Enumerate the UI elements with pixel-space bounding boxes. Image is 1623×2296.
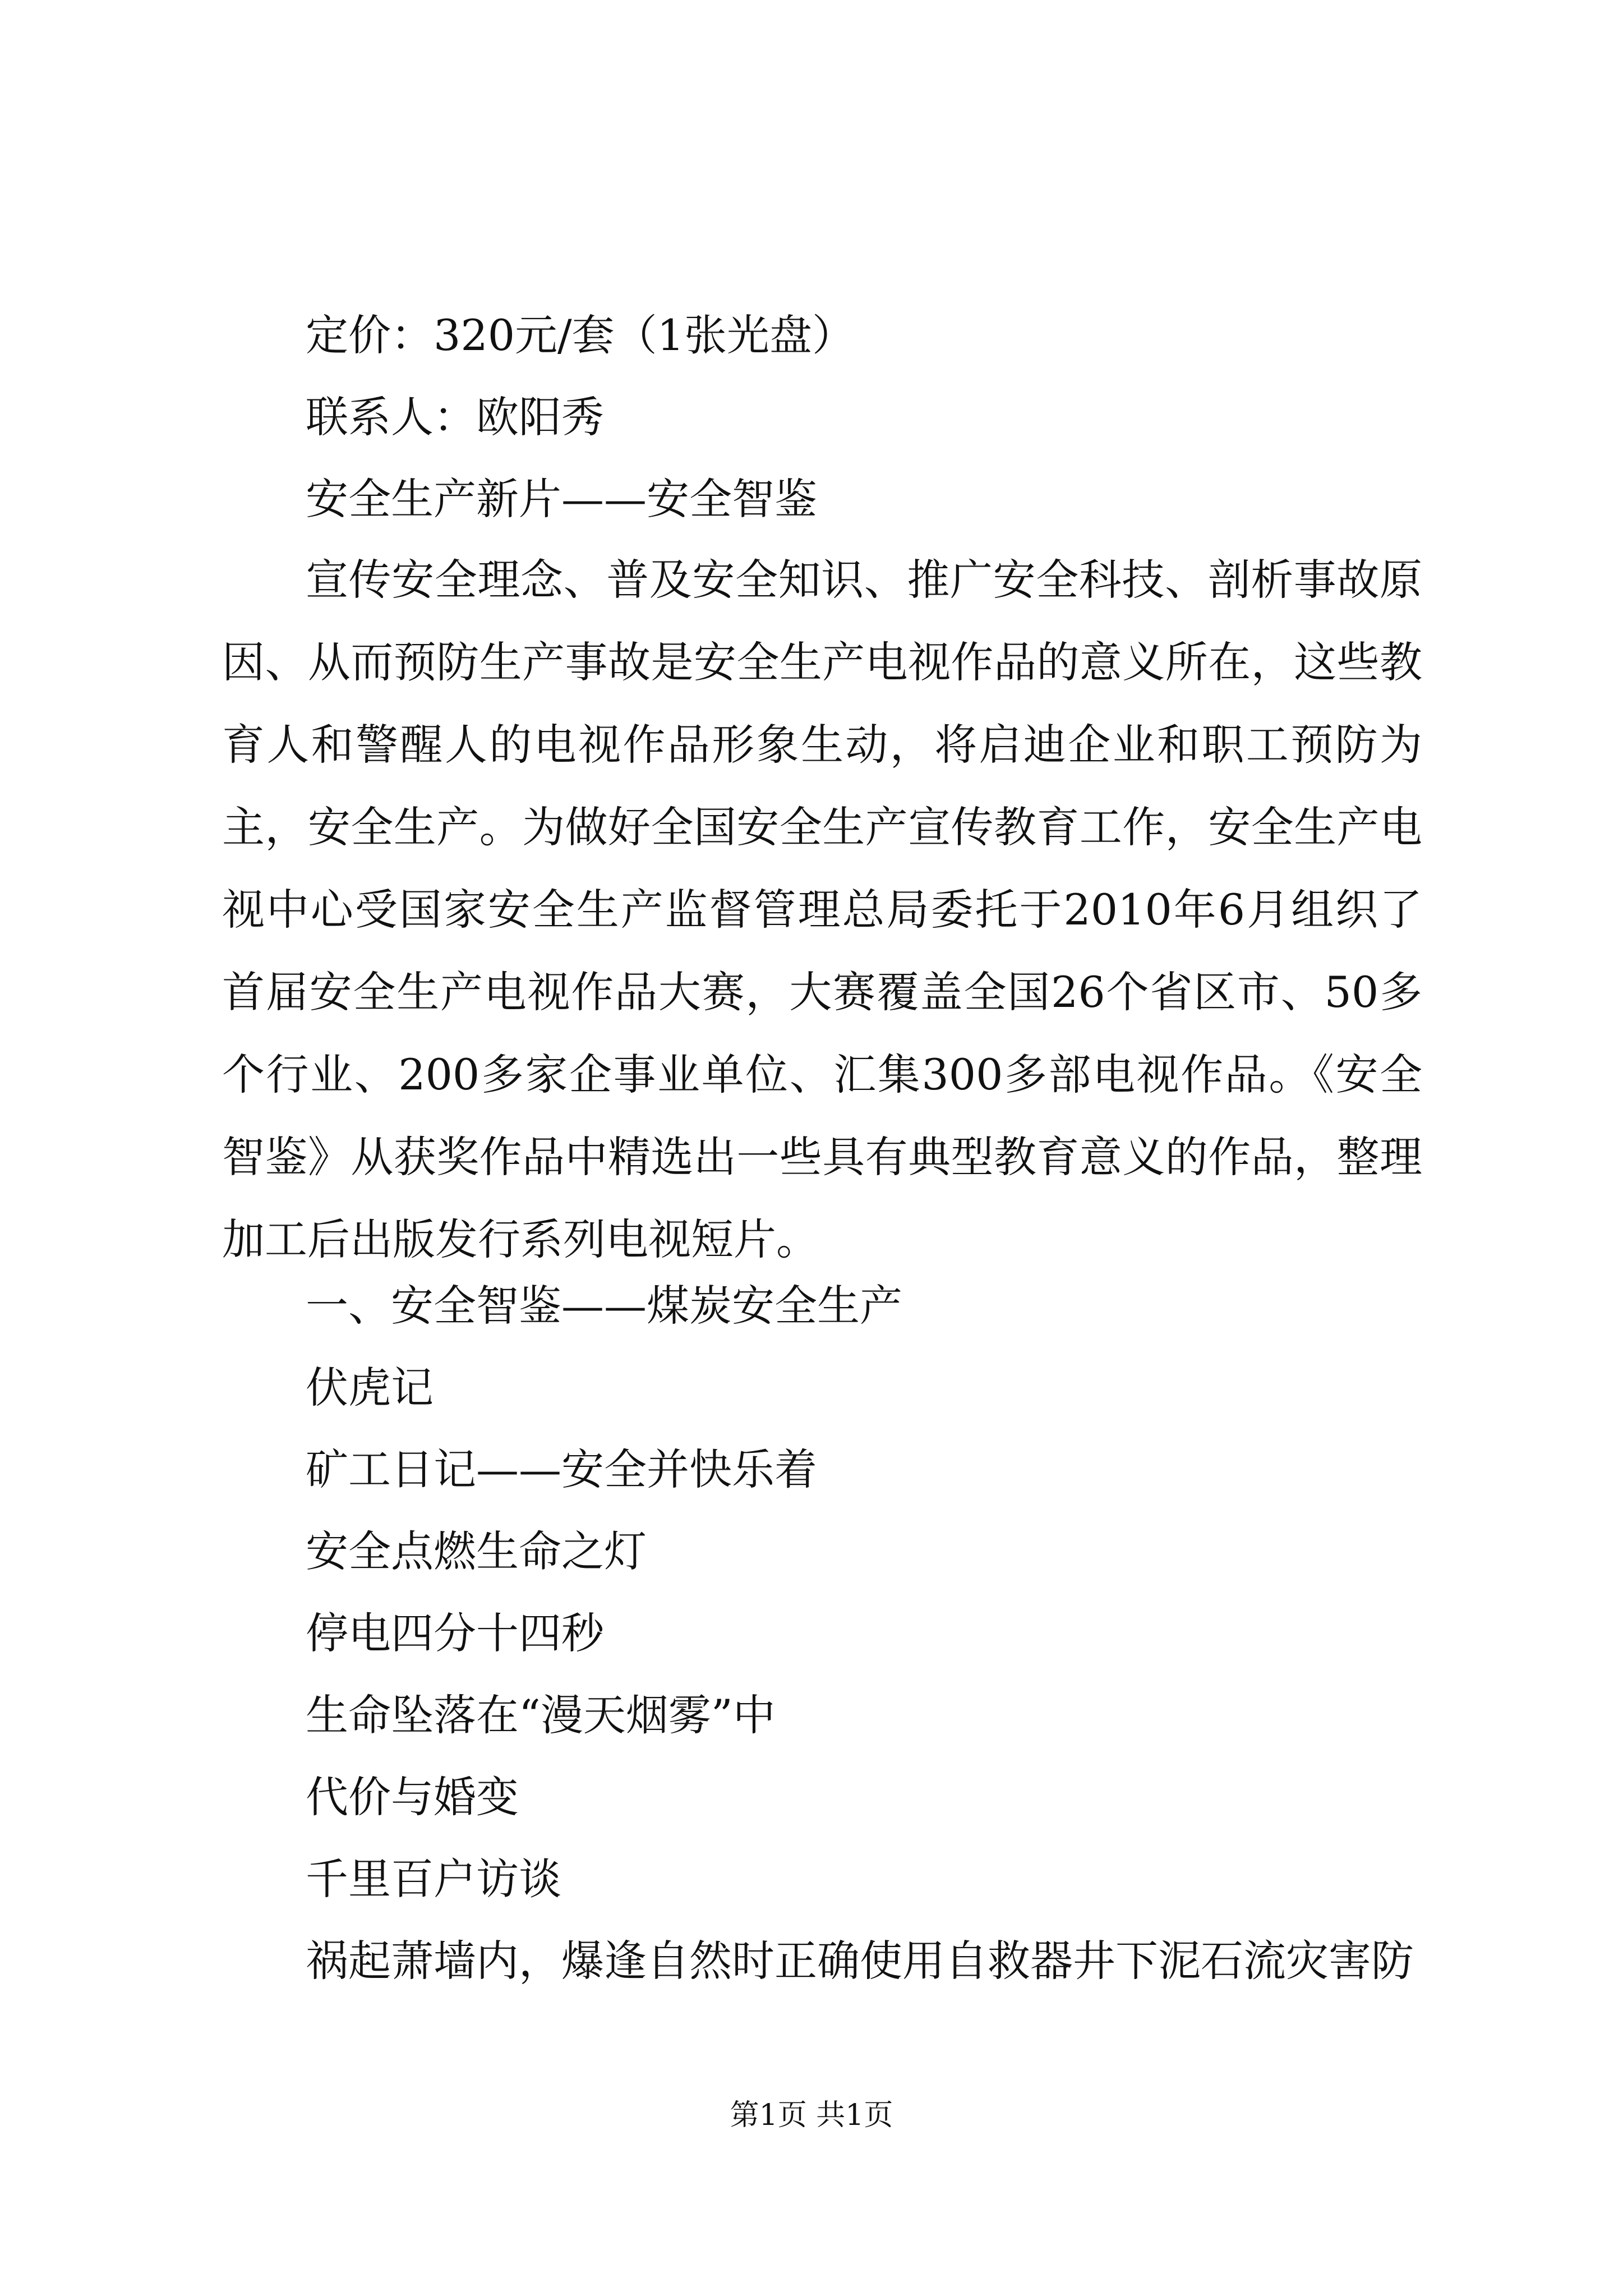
list-item: 千里百户访谈 [306, 1854, 561, 1904]
list-item: 代价与婚变 [306, 1772, 519, 1822]
document-heading: 安全生产新片——安全智鉴 [306, 474, 817, 524]
list-item: 停电四分十四秒 [306, 1608, 604, 1658]
list-item: 祸起萧墙内，爆逢自然时正确使用自救器井下泥石流灾害防 [306, 1936, 1414, 1986]
price-line: 定价：320元/套（1张光盘） [306, 310, 855, 360]
list-item: 安全点燃生命之灯 [306, 1526, 647, 1576]
section-title: 一、安全智鉴——煤炭安全生产 [306, 1281, 902, 1331]
contact-line: 联系人：欧阳秀 [306, 392, 604, 442]
list-item: 生命坠落在“漫天烟雾”中 [306, 1690, 776, 1740]
list-item: 矿工日记——安全并快乐着 [306, 1444, 817, 1494]
page-number: 第1页 共1页 [730, 2099, 893, 2132]
page-footer [0, 2101, 1623, 2130]
list-item: 伏虎记 [306, 1363, 434, 1412]
intro-paragraph: 宣传安全理念、普及安全知识、推广安全科技、剖析事故原因、从而预防生产事故是安全生产电视作品的意义所在，这些教育人和警醒人的电视作品形象生动，将启迪企业和职工预防为主，安全生产。为做好全国安全生产宣传教育工作，安全生产电视中心受国家安全生产监督管理总局委托于2010年6月组织了首届安全生产电视作品大赛，大赛覆盖全国26个省区市、50多个行业、200多家企事业单位、汇集300多部电视作品。《安全智鉴》从获奖作品中精选出一些具有典型教育意义的作品，整理加工后出版发行系列电视短片。 [222, 555, 1422, 1264]
